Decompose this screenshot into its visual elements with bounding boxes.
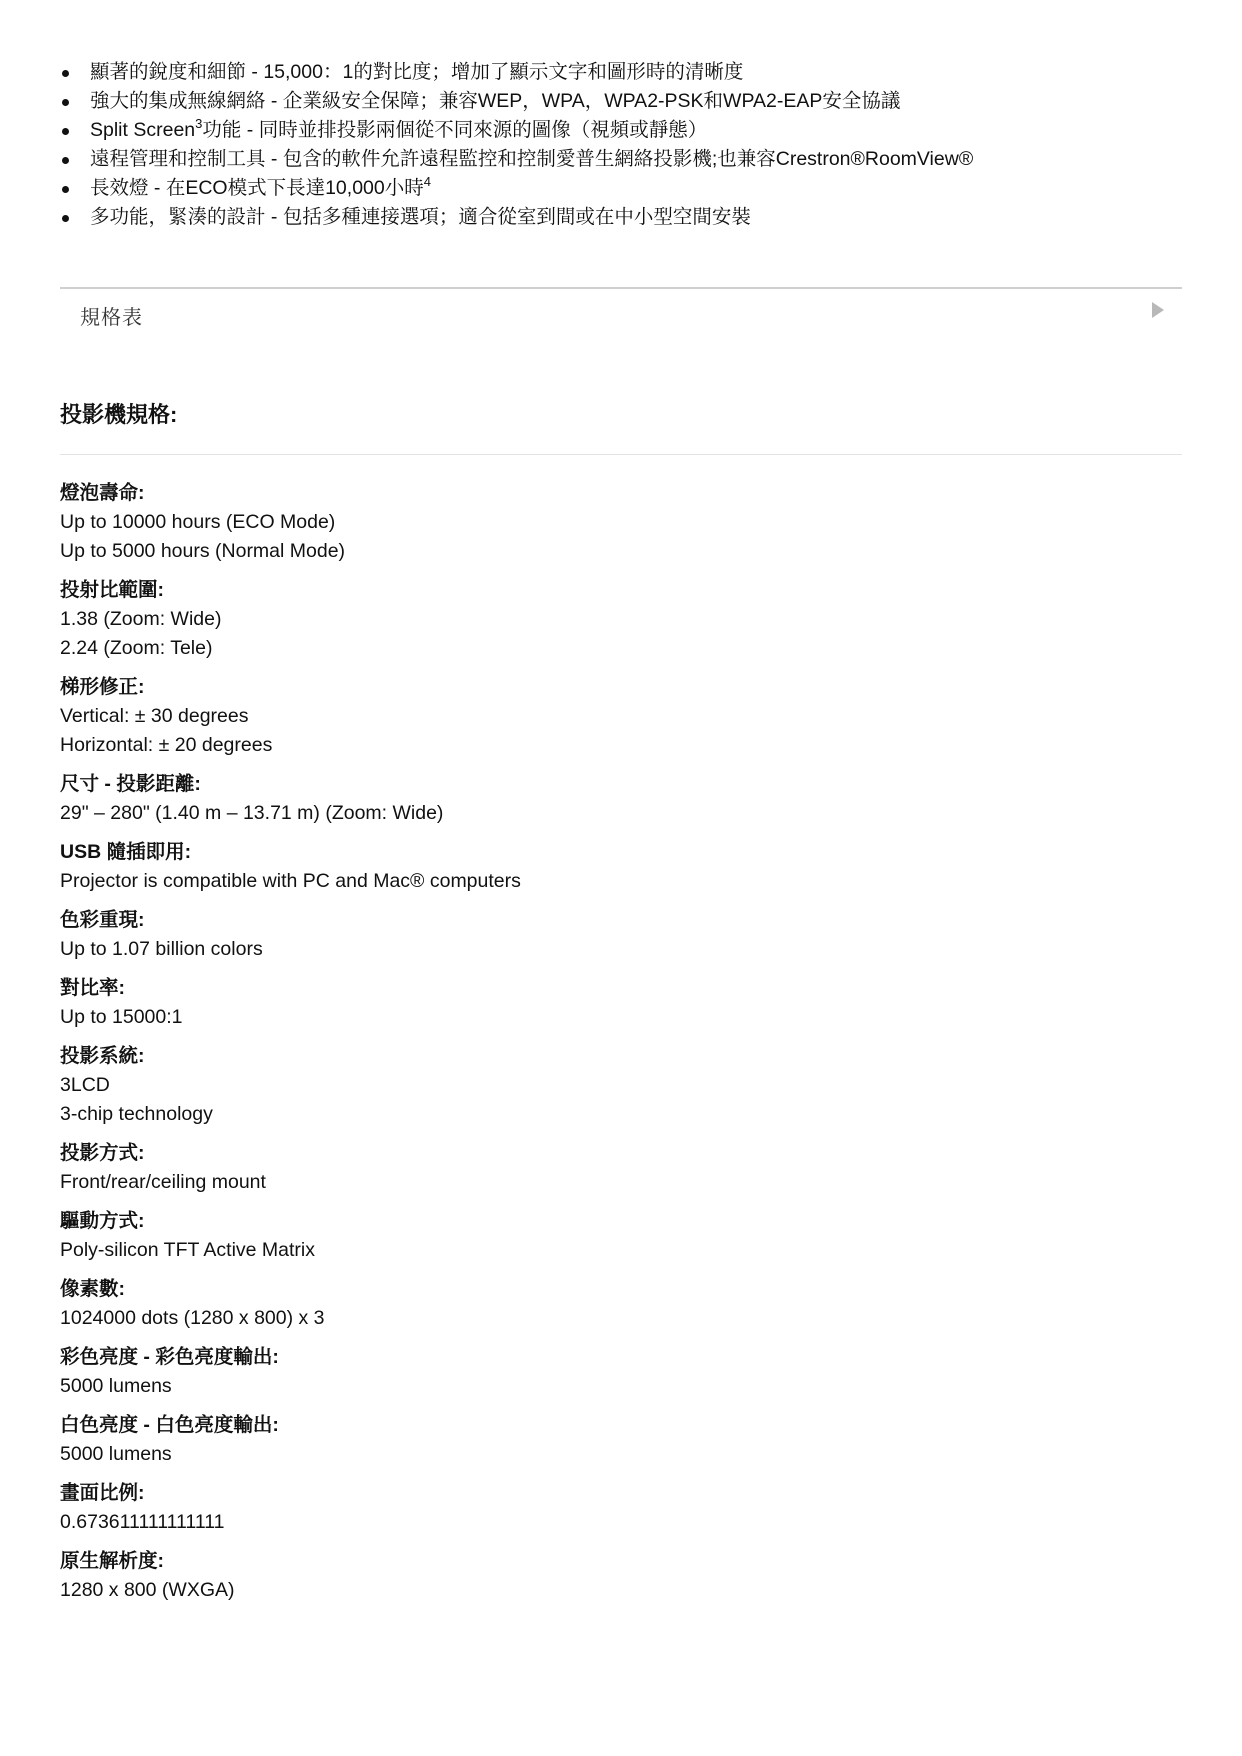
spec-entry (60, 1207, 1180, 1265)
spec-value: Up to 1.07 billion colors (60, 938, 263, 960)
bullet-icon (62, 70, 69, 77)
spec-table-toggle[interactable] (60, 287, 1182, 341)
spec-label: 像素數: (60, 1278, 125, 1300)
spec-label: 投影系統: (60, 1045, 145, 1067)
spec-value: 5000 lumens (60, 1443, 172, 1465)
spec-label: 對比率: (60, 977, 125, 999)
spec-label: 畫面比例: (60, 1482, 145, 1504)
footnote-marker: 3 (195, 115, 203, 131)
spec-list (60, 479, 1180, 1615)
feature-list (60, 58, 1180, 232)
spec-value: 0.673611111111111 (60, 1511, 225, 1533)
feature-text: 遠程管理和控制工具 - 包含的軟件允許遠程監控和控制愛普生網絡投影機;也兼容Crestron®RoomView® (90, 148, 974, 170)
bullet-icon (62, 186, 69, 193)
spec-value: Up to 15000:1 (60, 1006, 183, 1028)
bullet-icon (62, 157, 69, 164)
spec-label: 白色亮度 - 白色亮度輸出: (60, 1414, 279, 1436)
spec-value: 1280 x 800 (WXGA) (60, 1579, 235, 1601)
feature-text: 強大的集成無線網絡 - 企業級安全保障；兼容WEP，WPA，WPA2-PSK和WPA2-EAP安全協議 (90, 90, 901, 112)
spec-label: 燈泡壽命: (60, 482, 145, 504)
feature-item (60, 174, 1180, 203)
spec-label: 投射比範圍: (60, 579, 164, 601)
bullet-icon (62, 215, 69, 222)
feature-item (60, 58, 1180, 87)
spec-value: Poly-silicon TFT Active Matrix (60, 1239, 316, 1261)
spec-value: 2.24 (Zoom: Tele) (60, 637, 213, 659)
footnote-marker: 4 (423, 173, 431, 189)
section-title: 投影機規格: (60, 402, 178, 427)
bullet-icon (62, 99, 69, 106)
spec-value: Projector is compatible with PC and Mac® computers (60, 870, 521, 892)
feature-text: 多功能，緊湊的設計 - 包括多種連接選項；適合從室到間或在中小型空間安裝 (90, 206, 751, 228)
feature-item (60, 87, 1180, 116)
feature-text-continued: 功能 - 同時並排投影兩個從不同來源的圖像（視頻或靜態） (202, 119, 708, 141)
spec-value: Front/rear/ceiling mount (60, 1171, 266, 1193)
spec-entry (60, 838, 1180, 896)
spec-label: 驅動方式: (60, 1210, 145, 1232)
spec-entry (60, 1479, 1180, 1537)
spec-value: 3-chip technology (60, 1103, 213, 1125)
spec-table-label: 規格表 (80, 307, 143, 329)
spec-label: 投影方式: (60, 1142, 145, 1164)
spec-value: Horizontal: ± 20 degrees (60, 734, 273, 756)
spec-label: 原生解析度: (60, 1550, 164, 1572)
spec-value: 1024000 dots (1280 x 800) x 3 (60, 1307, 325, 1329)
spec-entry (60, 770, 1180, 828)
spec-value: 3LCD (60, 1074, 110, 1096)
spec-value: 5000 lumens (60, 1375, 172, 1397)
spec-label: 尺寸 - 投影距離: (60, 773, 201, 795)
spec-value: Up to 10000 hours (ECO Mode) (60, 511, 336, 533)
section-divider (60, 454, 1182, 455)
spec-entry (60, 974, 1180, 1032)
spec-label: 色彩重現: (60, 909, 145, 931)
spec-value: 29" – 280" (1.40 m – 13.71 m) (Zoom: Wide) (60, 802, 444, 824)
feature-text: 長效燈 - 在ECO模式下長達10,000小時 (90, 177, 424, 199)
feature-item (60, 203, 1180, 232)
spec-label: USB 隨插即用: (60, 841, 192, 863)
feature-item (60, 116, 1180, 145)
spec-entry (60, 479, 1180, 566)
spec-value: 1.38 (Zoom: Wide) (60, 608, 222, 630)
spec-entry (60, 673, 1180, 760)
spec-value: Up to 5000 hours (Normal Mode) (60, 540, 346, 562)
spec-entry (60, 1547, 1180, 1605)
feature-text: 顯著的銳度和細節 - 15,000：1的對比度；增加了顯示文字和圖形時的清晰度 (90, 61, 744, 83)
spec-entry (60, 1343, 1180, 1401)
spec-entry (60, 1042, 1180, 1129)
spec-entry (60, 1411, 1180, 1469)
spec-label: 梯形修正: (60, 676, 145, 698)
bullet-icon (62, 128, 69, 135)
spec-entry (60, 1275, 1180, 1333)
spec-label: 彩色亮度 - 彩色亮度輸出: (60, 1346, 279, 1368)
spec-entry (60, 576, 1180, 663)
spec-entry (60, 906, 1180, 964)
feature-text: Split Screen (90, 119, 196, 141)
spec-entry (60, 1139, 1180, 1197)
feature-item (60, 145, 1180, 174)
spec-value: Vertical: ± 30 degrees (60, 705, 249, 727)
triangle-right-icon (1152, 302, 1164, 318)
